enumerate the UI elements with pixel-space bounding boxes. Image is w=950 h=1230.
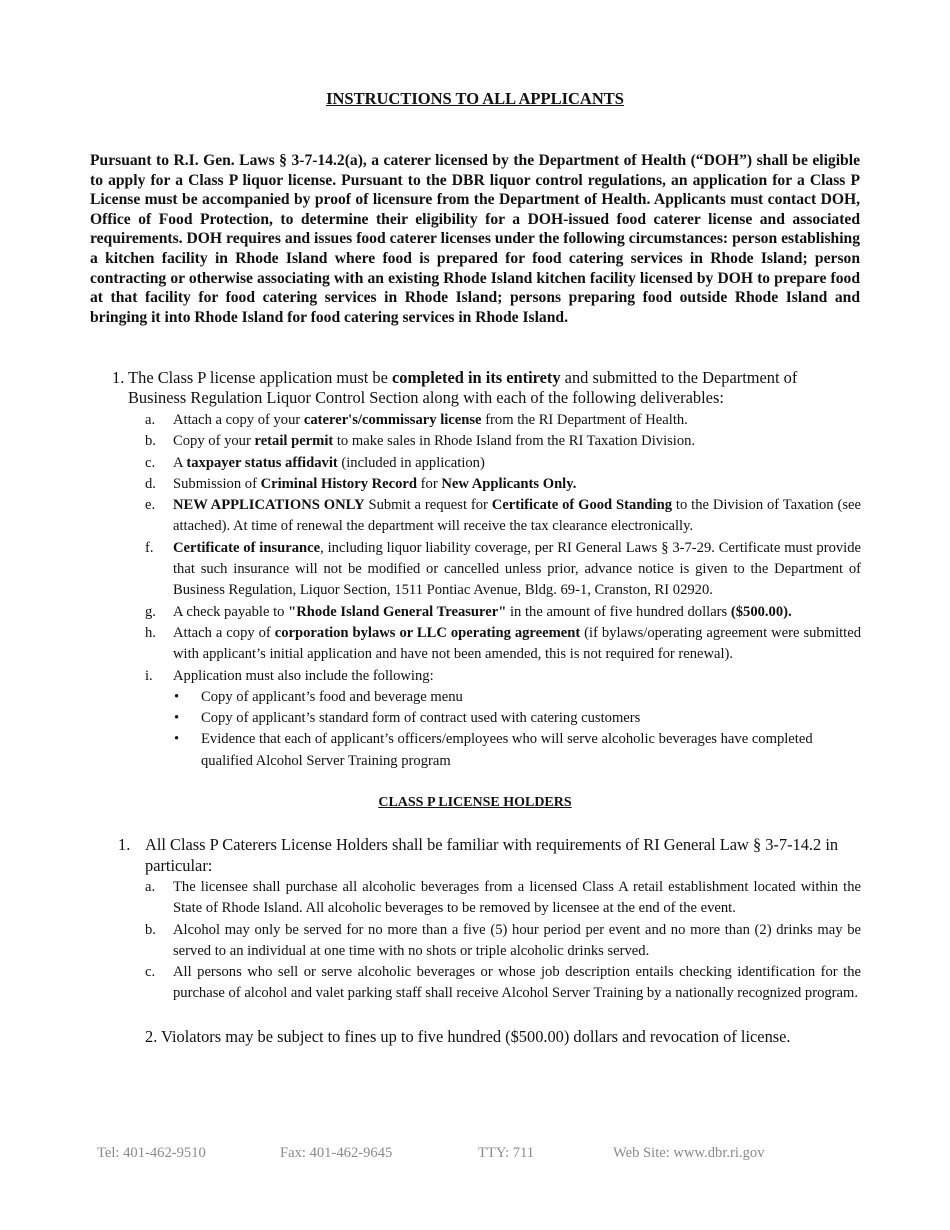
section1-text-bold: completed in its entirety xyxy=(391,368,561,387)
list-letter: g. xyxy=(145,603,156,620)
list-item: c. A taxpayer status affidavit (included in application) xyxy=(145,453,861,474)
list-item: h. Attach a copy of corporation bylaws or LLC operating agreement (if bylaws/operating agreement were submitted with applicant’s initial application and have not been amended, this is not required for renewal). xyxy=(145,624,862,663)
list-item: i. Application must also include the following: • Copy of applicant’s food and beverage menu • Copy of applicant’s standard form of contract used with catering customers • Evidence that each of applicant’s officers/employees who will serve alcoholic beverages have completed qualified Alcohol Server Training program xyxy=(145,666,861,772)
intro-paragraph: Pursuant to R.I. Gen. Laws § 3-7-14.2(a), a caterer licensed by the Department of Health (“DOH”) shall be eligible to apply for a Class P liquor license. Pursuant to the DBR liquor control regulations, an application for a Class P License must be accompanied by proof of licensure from the Department of Health. Applicants must contact DOH, Office of Food Protection, to determine their eligibility for a DOH-issued food caterer license and associated requirements. DOH requires and issues food caterer licenses under the following circumstances: person establishing a kitchen facility in Rhode Island where food is prepared for food catering services in Rhode Island; person contracting or otherwise associating with an existing Rhode Island kitchen facility licensed by DOH to prepare food at that facility for food catering services in Rhode Island; persons preparing food outside Rhode Island and bringing it into Rhode Island for food catering services in Rhode Island. xyxy=(90,152,860,326)
list-letter: h. xyxy=(145,624,156,641)
bullet-item: • Evidence that each of applicant’s officers/employees who will serve alcoholic beverages have completed qualified Alcohol Server Training program xyxy=(174,731,813,769)
bullet-item: • Copy of applicant’s food and beverage menu xyxy=(173,687,861,708)
list-letter: f. xyxy=(145,539,154,556)
section2-number: 1. xyxy=(118,835,131,854)
list-letter: c. xyxy=(145,964,156,981)
section1-item1 xyxy=(112,368,860,408)
footer-tty: TTY: 711 xyxy=(478,1145,535,1161)
list-item: d. Submission of Criminal History Record for New Applicants Only. xyxy=(145,474,861,495)
list-item: e. NEW APPLICATIONS ONLY Submit a request for Certificate of Good Standing to the Division of Taxation (see attached). At time of renewal the department will receive the tax clearance electronically. xyxy=(145,497,861,535)
section1-text-b: and submitted to the Department of xyxy=(560,368,798,387)
holder-requirements-list xyxy=(145,877,861,1005)
deliverables-list xyxy=(145,410,861,772)
list-item: a. The licensee shall purchase all alcoholic beverages from a licensed Class A retail establishment located within the State of Rhode Island. All alcoholic beverages to be removed by licensee at the end of the event. xyxy=(145,879,861,917)
bullet-icon: • xyxy=(174,710,180,727)
list-letter: c. xyxy=(145,454,156,471)
section2-text: All Class P Caterers License Holders shall be familiar with requirements of RI General Law § 3-7-14.2 in particular: xyxy=(145,835,839,875)
footer xyxy=(97,1145,857,1165)
list-letter: a. xyxy=(145,879,156,895)
list-item: f. Certificate of insurance, including liquor liability coverage, per RI General Laws § 3-7-29. Certificate must provide that such insurance will not be modified or cancelled unless prior, advance notice is given to the Department of Business Regulation, Liquor Section, 1511 Pontiac Avenue, Bldg. 69-1, Cranston, RI 02920. xyxy=(145,539,862,599)
footer-website: Web Site: www.dbr.ri.gov xyxy=(613,1145,765,1161)
page-title: INSTRUCTIONS TO ALL APPLICANTS xyxy=(326,89,624,108)
list-letter: b. xyxy=(145,921,156,938)
section2-title: CLASS P LICENSE HOLDERS xyxy=(378,795,572,810)
section1-text-a: The Class P license application must be xyxy=(128,368,392,387)
section2-item1 xyxy=(118,834,861,876)
list-item: g. A check payable to "Rhode Island General Treasurer" in the amount of five hundred dollars ($500.00). xyxy=(145,602,861,623)
bullet-icon: • xyxy=(174,731,180,748)
list-letter: d. xyxy=(145,475,156,492)
violations-note: 2. Violators may be subject to fines up to five hundred ($500.00) dollars and revocation of license. xyxy=(145,1027,791,1046)
section1-text-c: Business Regulation Liquor Control Section along with each of the following deliverables: xyxy=(128,388,724,407)
list-letter: a. xyxy=(145,412,156,428)
list-item: a. Attach a copy of your caterer's/commissary license from the RI Department of Health. xyxy=(145,410,861,431)
footer-fax: Fax: 401-462-9645 xyxy=(280,1145,393,1161)
section1-number: 1. xyxy=(112,368,125,387)
list-item: c. All persons who sell or serve alcoholic beverages or whose job description entails checking identification for the purchase of alcohol and valet parking staff shall receive Alcohol Server Training by a nationally recognized program. xyxy=(145,964,861,1002)
bullet-list xyxy=(173,687,861,772)
bullet-item: • Copy of applicant’s standard form of contract used with catering customers xyxy=(173,708,861,729)
bullet-icon: • xyxy=(174,688,180,705)
list-letter: e. xyxy=(145,497,156,514)
list-item: b. Copy of your retail permit to make sales in Rhode Island from the RI Taxation Division. xyxy=(145,431,861,452)
list-letter: i. xyxy=(145,667,153,684)
footer-tel: Tel: 401-462-9510 xyxy=(97,1145,206,1161)
list-letter: b. xyxy=(145,433,156,450)
list-item: b. Alcohol may only be served for no more than a five (5) hour period per event and no more than (2) drinks may be served to an individual at one time with no shots or triple alcoholic drinks served. xyxy=(145,921,861,959)
